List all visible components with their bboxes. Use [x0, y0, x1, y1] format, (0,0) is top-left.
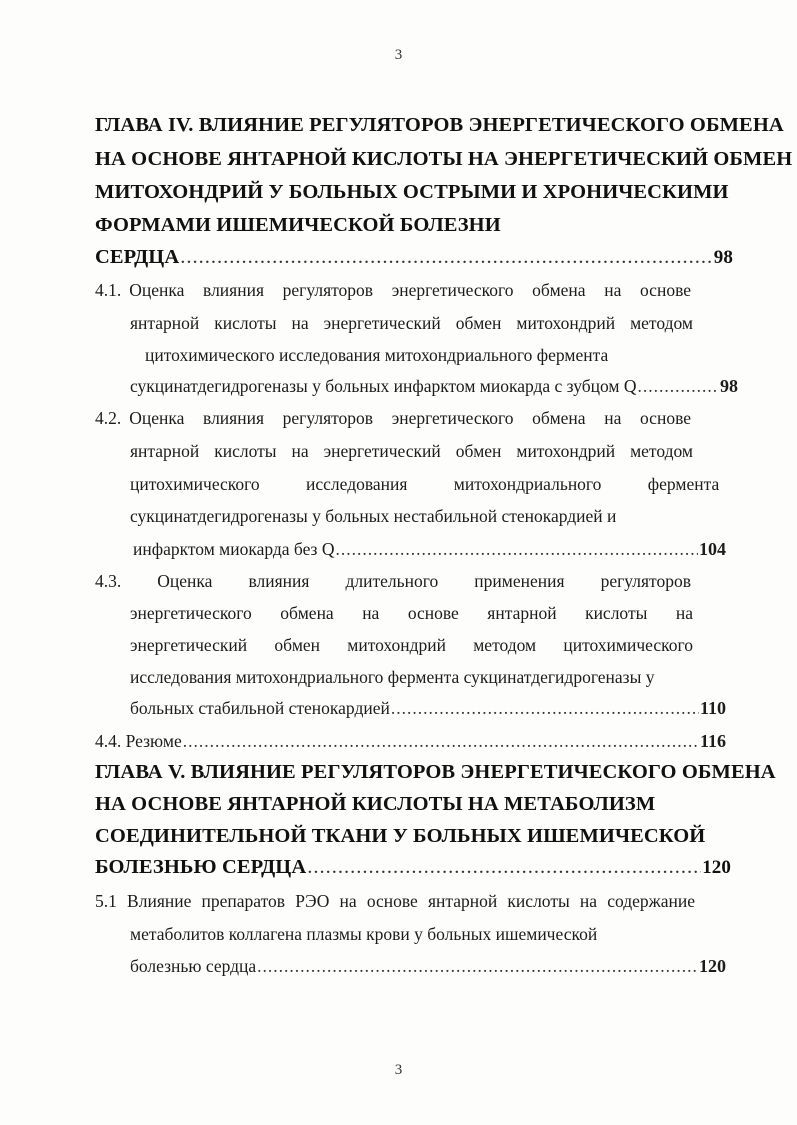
page-number-bottom: 3: [394, 1062, 403, 1078]
chapter5-heading-line-2: НА ОСНОВЕ ЯНТАРНОЙ КИСЛОТЫ НА МЕТАБОЛИЗМ: [95, 793, 656, 815]
section-4-2-text-5: инфарктом миокарда без Q: [133, 539, 335, 559]
dot-leader: [638, 376, 719, 397]
dot-leader: [391, 698, 699, 719]
toc-entry-chapter4[interactable]: [95, 246, 733, 269]
chapter4-heading-line-3: МИТОХОНДРИЙ У БОЛЬНЫХ ОСТРЫМИ И ХРОНИЧЕСКИМИ: [95, 181, 729, 203]
section-4-1-page: 98: [720, 376, 738, 396]
dot-leader: [307, 856, 701, 879]
toc-entry-4-2-line-1[interactable]: [95, 408, 691, 429]
chapter4-heading-line-4: ФОРМАМИ ИШЕМИЧЕСКОЙ БОЛЕЗНИ: [95, 214, 501, 236]
section-5-1-text-2: метаболитов коллагена плазмы крови у больных ишемической: [130, 924, 598, 944]
section-4-2-text-2: янтарной кислоты на энергетический обмен митохондрий методом: [130, 441, 693, 461]
section-5-1-text-1: 5.1 Влияние препаратов РЭО на основе янтарной кислоты на содержание: [95, 891, 695, 911]
chapter4-heading-line-2: НА ОСНОВЕ ЯНТАРНОЙ КИСЛОТЫ НА ЭНЕРГЕТИЧЕСКИЙ ОБМЕН: [95, 148, 793, 170]
section-4-2-text-4: сукцинатдегидрогеназы у больных нестабильной стенокардией и: [130, 506, 617, 526]
chapter5-page: 120: [702, 857, 731, 878]
dot-leader: [257, 956, 698, 977]
section-4-3-text-2: энергетического обмена на основе янтарной кислоты на: [130, 603, 693, 623]
section-4-3-page: 110: [699, 698, 726, 718]
section-4-1-text-1: Оценка влияния регуляторов энергетического обмена на основе: [129, 280, 691, 300]
toc-entry-chapter5[interactable]: [95, 856, 731, 879]
section-4-2-number: 4.2.: [95, 408, 122, 428]
section-4-1-number: 4.1.: [95, 280, 122, 300]
section-4-4-page: 116: [699, 731, 726, 751]
dot-leader: [335, 539, 698, 560]
toc-entry-4-1-line-1[interactable]: [95, 280, 691, 301]
section-4-1-text-2: янтарной кислоты на энергетический обмен митохондрий методом: [130, 313, 693, 333]
section-5-1-text-3: болезнью сердца: [130, 956, 257, 976]
chapter4-last-line: СЕРДЦА: [95, 246, 180, 268]
chapter5-heading-line-3: СОЕДИНИТЕЛЬНОЙ ТКАНИ У БОЛЬНЫХ ИШЕМИЧЕСКОЙ: [95, 825, 706, 847]
section-4-3-text-3: энергетический обмен митохондрий методом цитохимического: [130, 635, 693, 655]
toc-entry-4-3-last[interactable]: [130, 698, 726, 719]
dot-leader: [180, 246, 713, 269]
section-4-4-label: 4.4. Резюме: [95, 731, 182, 751]
chapter5-heading-line-1: ГЛАВА V. ВЛИЯНИЕ РЕГУЛЯТОРОВ ЭНЕРГЕТИЧЕСКОГО ОБМЕНА: [95, 761, 776, 783]
toc-entry-4-3-line-1[interactable]: [95, 571, 691, 592]
section-4-2-text-1: Оценка влияния регуляторов энергетического обмена на основе: [129, 408, 691, 428]
section-4-2-text-3: цитохимического исследования митохондриального фермента: [130, 474, 720, 494]
section-5-1-page: 120: [699, 956, 726, 976]
section-4-3-text-1: Оценка влияния длительного применения регуляторов: [157, 571, 691, 591]
section-4-1-text-4: сукцинатдегидрогеназы у больных инфарктом миокарда с зубцом Q: [130, 376, 637, 396]
chapter4-heading-line-1: ГЛАВА IV. ВЛИЯНИЕ РЕГУЛЯТОРОВ ЭНЕРГЕТИЧЕСКОГО ОБМЕНА: [95, 114, 784, 136]
toc-entry-4-2-last[interactable]: [133, 539, 726, 560]
toc-entry-4-1-last[interactable]: [130, 376, 738, 397]
dot-leader: [183, 731, 699, 752]
page-number-top: 3: [394, 47, 403, 63]
toc-entry-4-4[interactable]: [95, 731, 726, 752]
toc-entry-5-1-last[interactable]: [130, 956, 726, 977]
chapter5-last-line: БОЛЕЗНЬЮ СЕРДЦА: [95, 856, 307, 878]
section-4-3-number: 4.3.: [95, 571, 122, 591]
section-4-2-page: 104: [699, 539, 726, 559]
section-4-3-text-5: больных стабильной стенокардией: [130, 698, 390, 718]
section-4-3-text-4: исследования митохондриального фермента сукцинатдегидрогеназы у: [130, 667, 655, 687]
section-4-1-text-3: цитохимического исследования митохондриального фермента: [145, 345, 609, 365]
chapter4-page: 98: [713, 247, 733, 268]
